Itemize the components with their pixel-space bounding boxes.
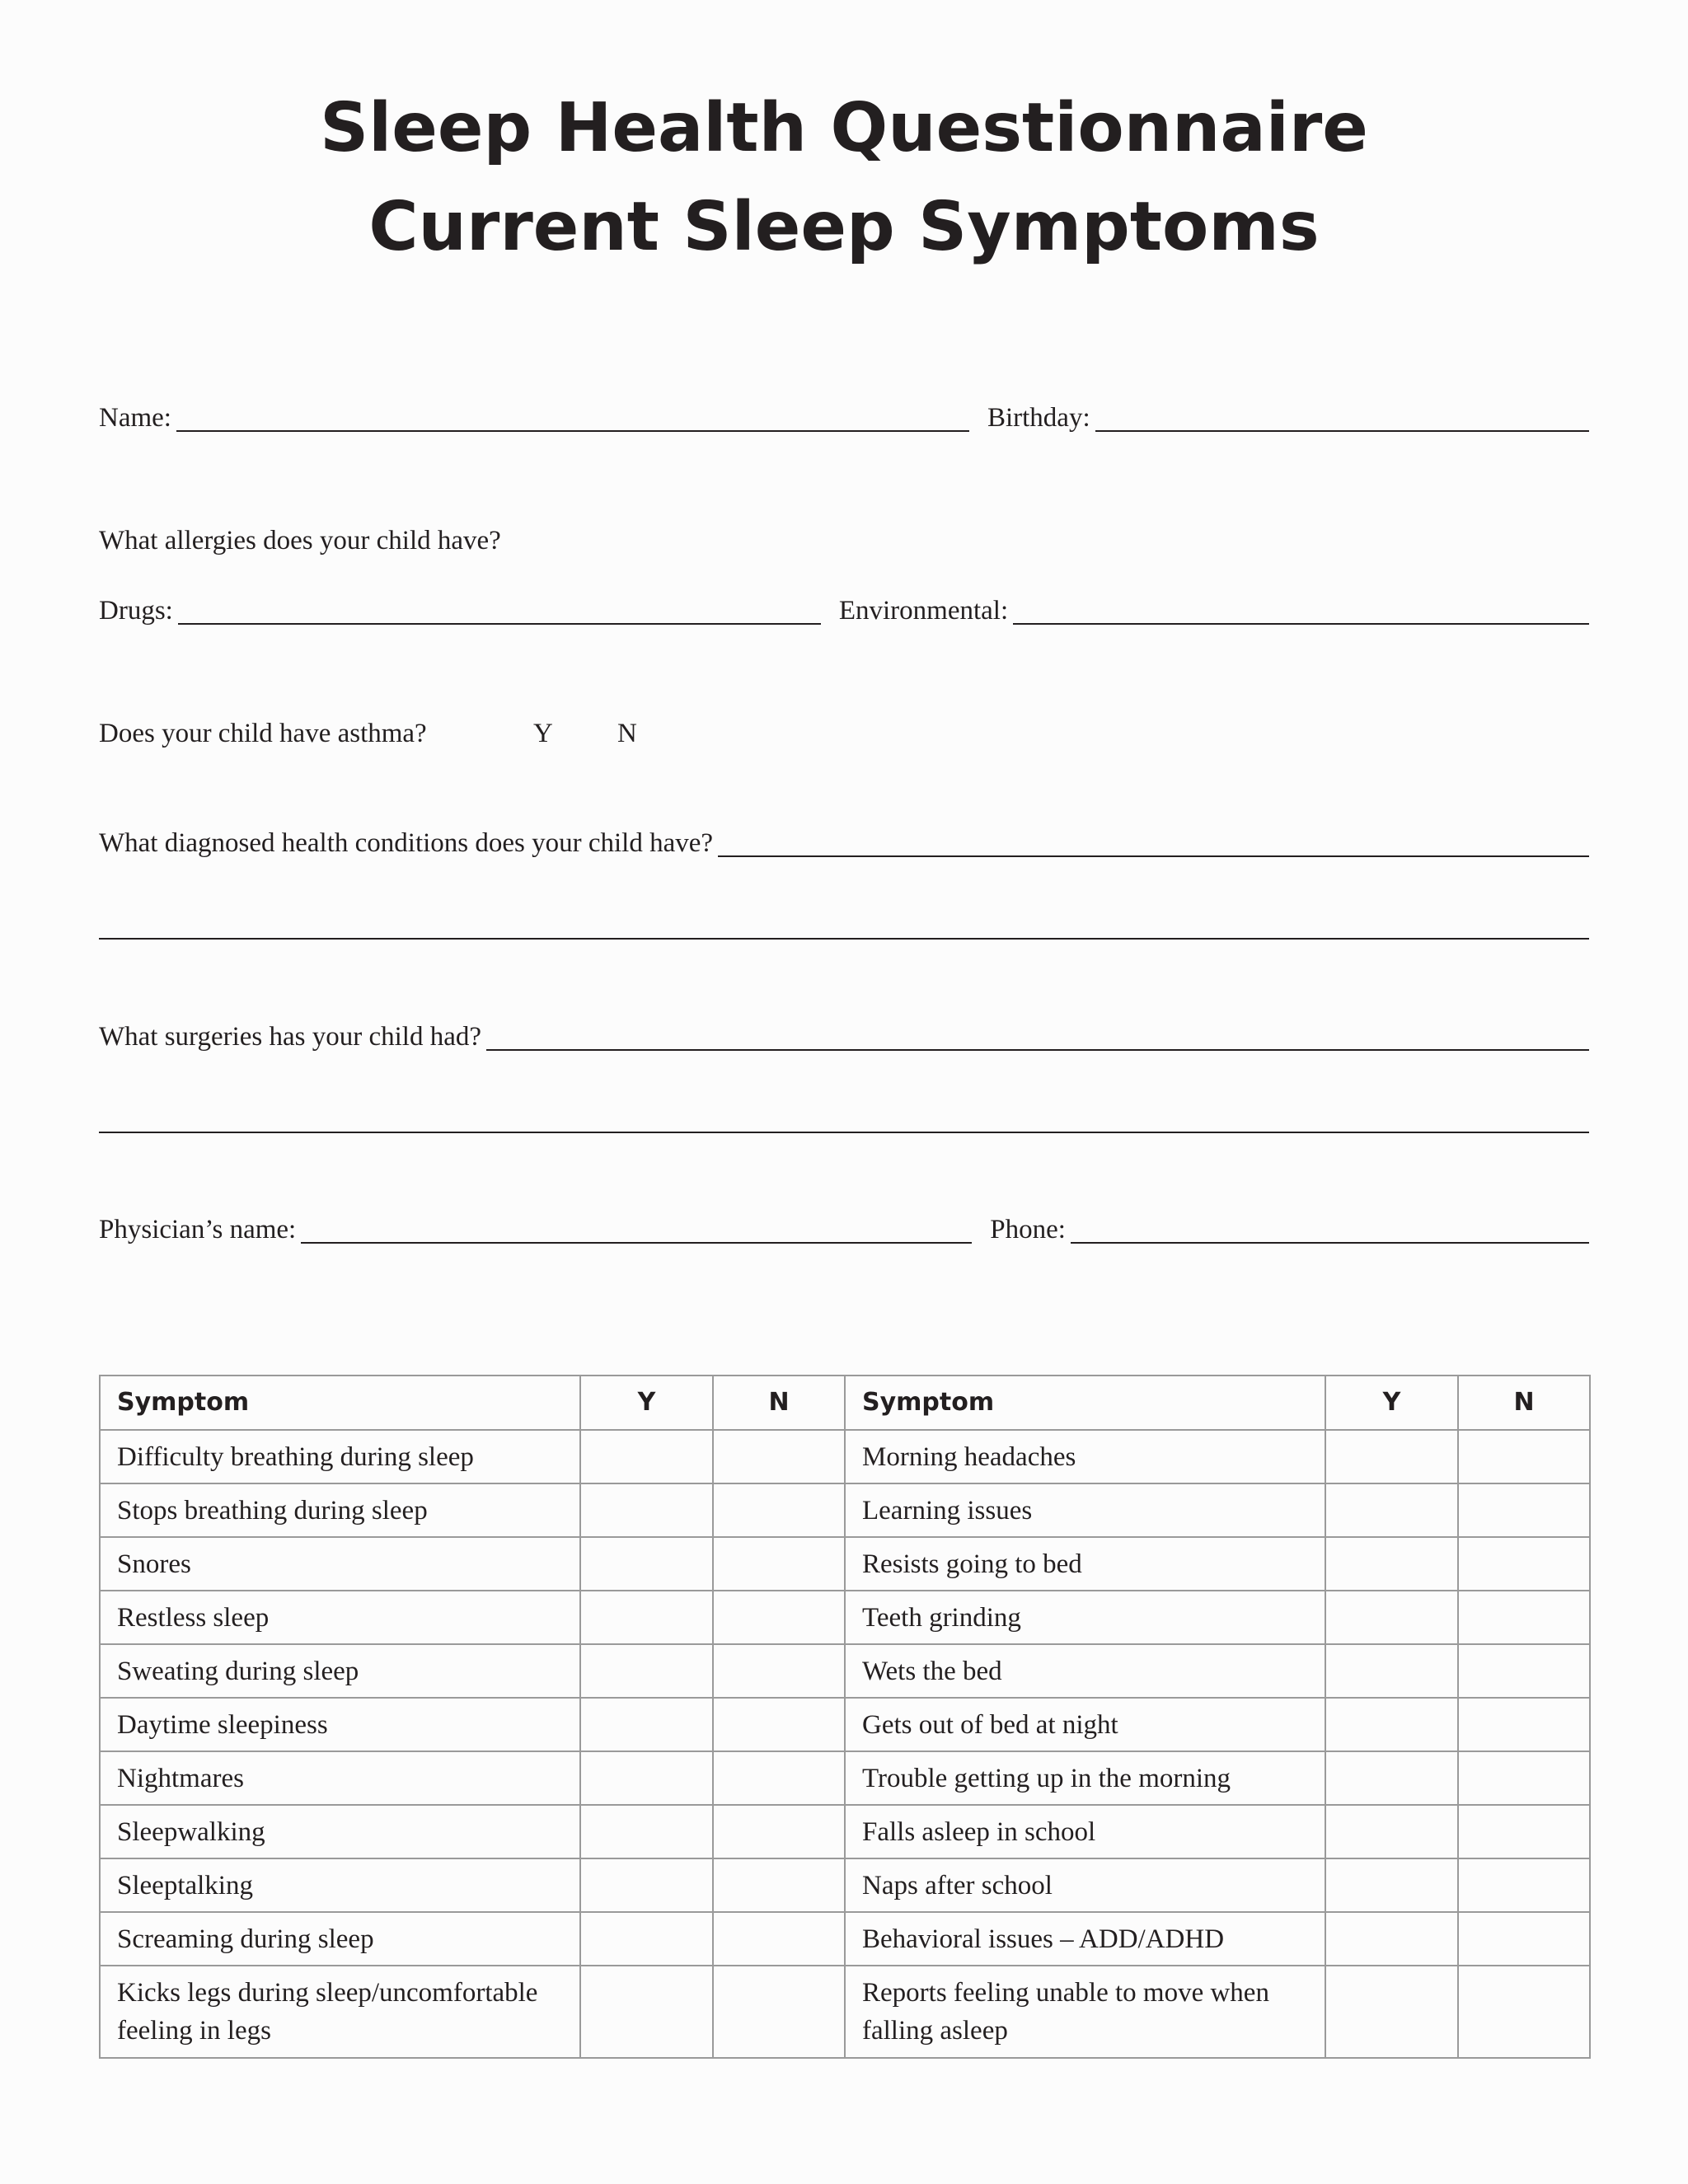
conditions-field-line-2[interactable] xyxy=(99,938,1589,940)
yes-checkbox-cell[interactable] xyxy=(1325,1912,1458,1966)
surgeries-label: What surgeries has your child had? xyxy=(99,1022,481,1052)
yes-checkbox-cell[interactable] xyxy=(1325,1537,1458,1591)
conditions-row xyxy=(99,829,1589,862)
yes-checkbox-cell[interactable] xyxy=(580,1430,713,1483)
symptom-cell: Screaming during sleep xyxy=(100,1912,580,1966)
page-subtitle: Current Sleep Symptoms xyxy=(368,188,1320,266)
symptom-cell: Falls asleep in school xyxy=(845,1805,1325,1858)
table-row xyxy=(100,1805,1590,1858)
no-checkbox-cell[interactable] xyxy=(1458,1591,1590,1644)
no-checkbox-cell[interactable] xyxy=(1458,1912,1590,1966)
symptom-cell: Behavioral issues – ADD/ADHD xyxy=(845,1912,1325,1966)
phone-label: Phone: xyxy=(990,1215,1066,1244)
symptom-column-header: Symptom xyxy=(100,1376,580,1430)
symptom-cell: Daytime sleepiness xyxy=(100,1698,580,1751)
yes-checkbox-cell[interactable] xyxy=(1325,1966,1458,2058)
no-checkbox-cell[interactable] xyxy=(713,1591,845,1644)
no-checkbox-cell[interactable] xyxy=(713,1805,845,1858)
symptom-cell: Difficulty breathing during sleep xyxy=(100,1430,580,1483)
yes-checkbox-cell[interactable] xyxy=(580,1805,713,1858)
asthma-no-option[interactable]: N xyxy=(617,719,637,748)
symptom-cell: Gets out of bed at night xyxy=(845,1698,1325,1751)
symptom-cell: Restless sleep xyxy=(100,1591,580,1644)
symptom-cell: Naps after school xyxy=(845,1858,1325,1912)
no-checkbox-cell[interactable] xyxy=(1458,1966,1590,2058)
yes-checkbox-cell[interactable] xyxy=(1325,1483,1458,1537)
physician-field[interactable] xyxy=(301,1242,972,1244)
symptom-cell: Sleeptalking xyxy=(100,1858,580,1912)
no-checkbox-cell[interactable] xyxy=(713,1698,845,1751)
no-checkbox-cell[interactable] xyxy=(1458,1483,1590,1537)
birthday-label: Birthday: xyxy=(987,403,1090,433)
symptom-cell: Nightmares xyxy=(100,1751,580,1805)
no-checkbox-cell[interactable] xyxy=(1458,1698,1590,1751)
drugs-label: Drugs: xyxy=(99,596,173,626)
birthday-field[interactable] xyxy=(1095,430,1589,432)
no-checkbox-cell[interactable] xyxy=(1458,1537,1590,1591)
no-checkbox-cell[interactable] xyxy=(713,1644,845,1698)
surgeries-field-line-2[interactable] xyxy=(99,1132,1589,1133)
no-checkbox-cell[interactable] xyxy=(1458,1644,1590,1698)
table-row xyxy=(100,1912,1590,1966)
physician-label: Physician’s name: xyxy=(99,1215,297,1244)
symptom-cell: Resists going to bed xyxy=(845,1537,1325,1591)
name-birthday-row xyxy=(99,404,1589,437)
environmental-field[interactable] xyxy=(1013,623,1589,625)
surgeries-field[interactable] xyxy=(486,1049,1589,1051)
symptom-cell: Snores xyxy=(100,1537,580,1591)
symptom-cell: Learning issues xyxy=(845,1483,1325,1537)
yes-column-header: Y xyxy=(1325,1376,1458,1430)
table-row xyxy=(100,1537,1590,1591)
table-row xyxy=(100,1751,1590,1805)
environmental-label: Environmental: xyxy=(838,596,1009,626)
yes-checkbox-cell[interactable] xyxy=(1325,1751,1458,1805)
symptom-cell: Trouble getting up in the morning xyxy=(845,1751,1325,1805)
yes-checkbox-cell[interactable] xyxy=(580,1858,713,1912)
name-label: Name: xyxy=(99,403,171,433)
symptom-cell: Sweating during sleep xyxy=(100,1644,580,1698)
symptom-cell: Kicks legs during sleep/uncomfortable feeling in legs xyxy=(100,1966,580,2058)
page-title: Sleep Health Questionnaire xyxy=(320,89,1368,167)
drugs-field[interactable] xyxy=(178,623,821,625)
table-header-row xyxy=(100,1376,1590,1430)
no-checkbox-cell[interactable] xyxy=(1458,1858,1590,1912)
yes-checkbox-cell[interactable] xyxy=(1325,1644,1458,1698)
table-row xyxy=(100,1644,1590,1698)
yes-checkbox-cell[interactable] xyxy=(1325,1698,1458,1751)
phone-field[interactable] xyxy=(1071,1242,1589,1244)
no-checkbox-cell[interactable] xyxy=(713,1966,845,2058)
yes-checkbox-cell[interactable] xyxy=(1325,1591,1458,1644)
allergies-question: What allergies does your child have? xyxy=(99,526,501,555)
yes-checkbox-cell[interactable] xyxy=(580,1483,713,1537)
symptom-cell: Stops breathing during sleep xyxy=(100,1483,580,1537)
yes-column-header: Y xyxy=(580,1376,713,1430)
table-row xyxy=(100,1430,1590,1483)
yes-checkbox-cell[interactable] xyxy=(580,1591,713,1644)
table-row xyxy=(100,1698,1590,1751)
asthma-yes-option[interactable]: Y xyxy=(533,719,553,748)
no-checkbox-cell[interactable] xyxy=(1458,1430,1590,1483)
table-row xyxy=(100,1858,1590,1912)
no-checkbox-cell[interactable] xyxy=(713,1858,845,1912)
no-column-header: N xyxy=(713,1376,845,1430)
no-checkbox-cell[interactable] xyxy=(1458,1751,1590,1805)
symptom-cell: Reports feeling unable to move when falling asleep xyxy=(845,1966,1325,2058)
yes-checkbox-cell[interactable] xyxy=(580,1644,713,1698)
asthma-question: Does your child have asthma? xyxy=(99,719,427,748)
yes-checkbox-cell[interactable] xyxy=(580,1537,713,1591)
symptom-cell: Wets the bed xyxy=(845,1644,1325,1698)
symptom-cell: Morning headaches xyxy=(845,1430,1325,1483)
no-column-header: N xyxy=(1458,1376,1590,1430)
table-row xyxy=(100,1966,1590,2058)
yes-checkbox-cell[interactable] xyxy=(1325,1858,1458,1912)
conditions-label: What diagnosed health conditions does your child have? xyxy=(99,828,714,858)
yes-checkbox-cell[interactable] xyxy=(580,1751,713,1805)
symptom-cell: Teeth grinding xyxy=(845,1591,1325,1644)
table-row xyxy=(100,1483,1590,1537)
symptom-cell: Sleepwalking xyxy=(100,1805,580,1858)
yes-checkbox-cell[interactable] xyxy=(580,1698,713,1751)
name-field[interactable] xyxy=(176,430,969,432)
surgeries-row xyxy=(99,1023,1589,1056)
no-checkbox-cell[interactable] xyxy=(713,1751,845,1805)
conditions-field[interactable] xyxy=(718,855,1589,857)
symptom-column-header: Symptom xyxy=(845,1376,1325,1430)
no-checkbox-cell[interactable] xyxy=(713,1430,845,1483)
yes-checkbox-cell[interactable] xyxy=(580,1966,713,2058)
no-checkbox-cell[interactable] xyxy=(713,1483,845,1537)
table-row xyxy=(100,1591,1590,1644)
no-checkbox-cell[interactable] xyxy=(713,1912,845,1966)
yes-checkbox-cell[interactable] xyxy=(580,1912,713,1966)
allergies-row xyxy=(99,597,1589,630)
physician-row xyxy=(99,1216,1589,1249)
no-checkbox-cell[interactable] xyxy=(713,1537,845,1591)
yes-checkbox-cell[interactable] xyxy=(1325,1805,1458,1858)
no-checkbox-cell[interactable] xyxy=(1458,1805,1590,1858)
yes-checkbox-cell[interactable] xyxy=(1325,1430,1458,1483)
symptoms-table xyxy=(99,1375,1591,2059)
